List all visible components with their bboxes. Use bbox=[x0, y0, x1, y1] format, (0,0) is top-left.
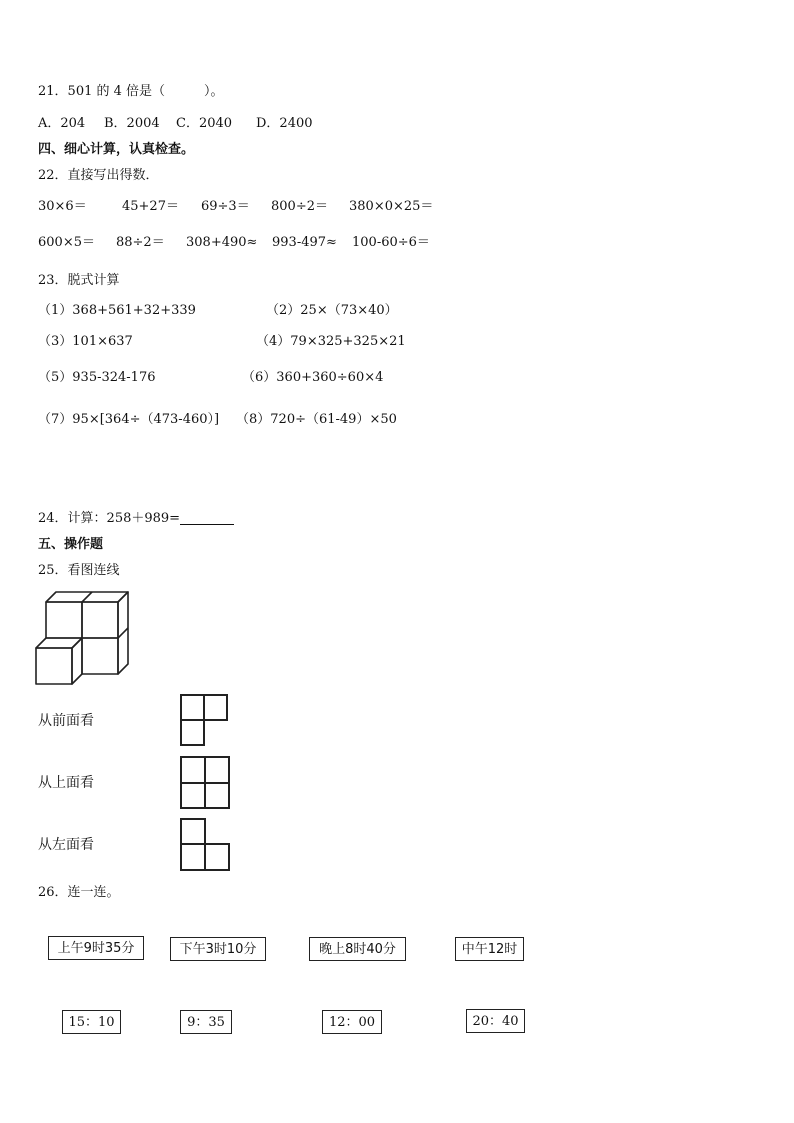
q23-item-2: （2）25×（73×40） bbox=[266, 303, 398, 318]
top-view-figure[interactable] bbox=[180, 756, 232, 810]
time-words-2[interactable]: 下午3时10分 bbox=[170, 937, 266, 961]
q23-item-1: （1）368+561+32+339 bbox=[38, 303, 196, 318]
q23-item-7: （7）95×[364÷（473-460）] bbox=[38, 412, 220, 427]
section4-title: 四、细心计算，认真检查。 bbox=[38, 142, 195, 157]
q22-stem: 22．直接写出得数． bbox=[38, 168, 159, 183]
time-digital-2[interactable]: 9：35 bbox=[180, 1010, 232, 1034]
q23-item-3: （3）101×637 bbox=[38, 334, 133, 349]
view-label-top: 从上面看 bbox=[38, 775, 94, 791]
q22-r1-c3: 69÷3＝ bbox=[201, 199, 250, 214]
q22-r1-c2: 45+27＝ bbox=[122, 199, 179, 214]
q22-r1-c4: 800÷2＝ bbox=[271, 199, 328, 214]
q22-r2-c3: 308+490≈ bbox=[186, 235, 258, 250]
q22-r2-c5: 100-60÷6＝ bbox=[352, 235, 430, 250]
q21-option-d: D．2400 bbox=[256, 116, 313, 131]
time-digital-1[interactable]: 15：10 bbox=[62, 1010, 121, 1034]
section5-title: 五、操作题 bbox=[38, 537, 104, 552]
q21-option-a: A．204 bbox=[38, 116, 86, 131]
front-view-figure[interactable] bbox=[180, 694, 230, 748]
q22-r1-c1: 30×6＝ bbox=[38, 199, 87, 214]
q25-stem: 25．看图连线 bbox=[38, 563, 120, 578]
q23-item-8: （8）720÷（61-49）×50 bbox=[236, 412, 397, 427]
q26-stem: 26．连一连。 bbox=[38, 885, 120, 900]
q22-r2-c2: 88÷2＝ bbox=[116, 235, 165, 250]
q24-answer-blank[interactable] bbox=[180, 512, 234, 525]
q23-item-5: （5）935-324-176 bbox=[38, 370, 156, 385]
q22-r2-c1: 600×5＝ bbox=[38, 235, 95, 250]
view-label-left: 从左面看 bbox=[38, 837, 94, 853]
time-words-1[interactable]: 上午9时35分 bbox=[48, 936, 144, 960]
q24-line bbox=[38, 512, 234, 525]
cube-stack-figure bbox=[38, 588, 130, 686]
q21-option-c: C．2040 bbox=[176, 116, 233, 131]
q21-stem: 21．501 的 4 倍是（ ）。 bbox=[38, 84, 224, 99]
q22-r2-c4: 993-497≈ bbox=[272, 235, 337, 250]
left-view-figure[interactable] bbox=[180, 818, 232, 872]
time-digital-4[interactable]: 20：40 bbox=[466, 1009, 525, 1033]
q24-stem: 24．计算：258＋989= bbox=[38, 511, 181, 526]
view-label-front: 从前面看 bbox=[38, 713, 94, 729]
q23-stem: 23．脱式计算 bbox=[38, 273, 120, 288]
time-words-3[interactable]: 晚上8时40分 bbox=[309, 937, 406, 961]
q22-r1-c5: 380×0×25＝ bbox=[349, 199, 434, 214]
time-digital-3[interactable]: 12：00 bbox=[322, 1010, 382, 1034]
time-words-4[interactable]: 中午12时 bbox=[455, 937, 524, 961]
q23-item-4: （4）79×325+325×21 bbox=[256, 334, 406, 349]
q21-option-b: B．2004 bbox=[104, 116, 160, 131]
q23-item-6: （6）360+360÷60×4 bbox=[242, 370, 384, 385]
